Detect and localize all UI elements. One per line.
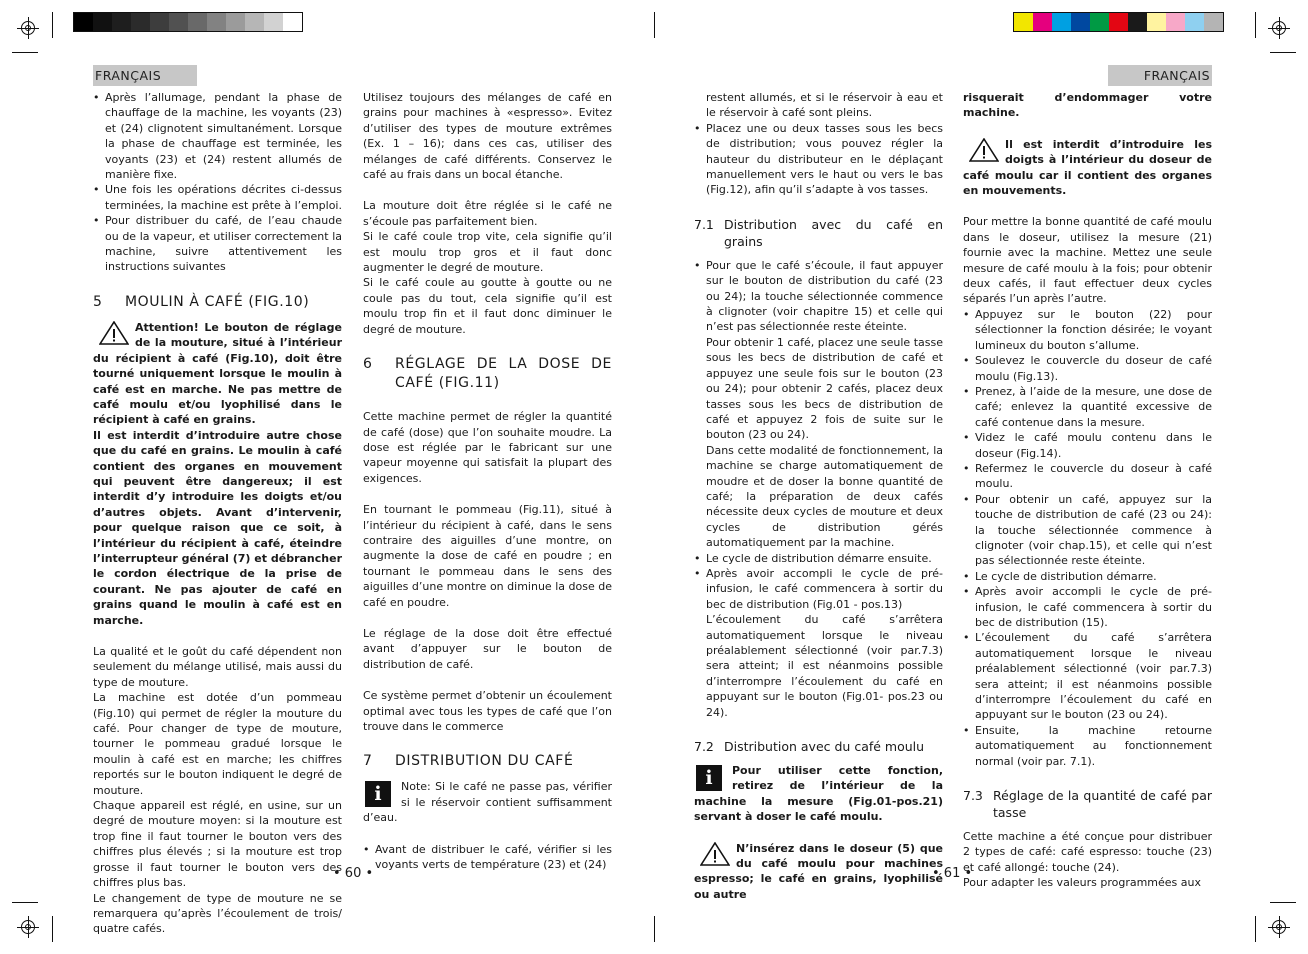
crop-mark — [52, 12, 53, 38]
paragraph: La qualité et le goût du café dépendent non seulement du mélange utilisé, mais aussi du type de mouture. — [93, 645, 342, 689]
paragraph: Pour mettre la bonne quantité de café moulu dans le doseur, utilisez la mesure (21) fournie avec la machine. Mettez une seule mesure de café moulu à la fois; pour obtenir deux cafés, il faut effectuer deux cycles séparés l’un après l’autre. — [963, 215, 1212, 306]
color-swatch — [264, 13, 283, 31]
color-swatch — [226, 13, 245, 31]
warning-text: N’insérez dans le doseur (5) que du café moulu pour machines espresso; le café en grains, lyophilisé ou autre — [694, 841, 943, 901]
paragraph: Cette machine a été conçue pour distribuer 2 types de café: café espresso: touche (23) et café allongé: touche (24). — [963, 830, 1212, 874]
warning-text: Attention! Le bouton de réglage de la mouture, situé à l’intérieur du récipient à café (Fig.10), doit être tourné uniquement lorsque le moulin à café est en marche. Ne pas mettre de café moulu et/ou lyophilisé dans le récipient à café en grains. — [93, 320, 342, 427]
section-number: 7.3 — [963, 788, 983, 804]
list-item: • Videz le café moulu contenu dans le doseur (Fig.14). — [963, 430, 1212, 461]
color-swatch — [1185, 13, 1204, 31]
registration-mark-bottom-left — [17, 916, 39, 938]
color-swatch — [131, 13, 150, 31]
section-title: DISTRIBUTION DU CAFÉ — [395, 753, 574, 770]
cup-bullet-list — [694, 121, 943, 198]
section-title: RÉGLAGE DE LA DOSE DE CAFÉ (FIG.11) — [395, 356, 612, 392]
color-swatch — [1071, 13, 1090, 31]
fold-mark — [654, 916, 655, 942]
list-item: • Placez une ou deux tasses sous les becs de distribution; vous pouvez régler la hauteur du distributeur en le déplaçant manuellement vers le haut ou vers le bas (Fig.12), afin qu’il s’adapte à vos tasses. — [694, 121, 943, 198]
list-item: • Appuyez sur le bouton (22) pour sélectionner la fonction désirée; le voyant lumineux du bouton s’allume. — [963, 307, 1212, 353]
paragraph: La machine est dotée d’un pommeau (Fig.10) qui permet de régler la mouture du café. Pour changer de type de mouture, tourner le pommeau gradué lorsque le moulin à café est en marche; les chiffres reportés sur le bouton indiquent le degré de mouture. — [93, 691, 342, 797]
registration-mark-bottom-right — [1268, 916, 1290, 938]
fold-mark — [654, 12, 655, 38]
crop-mark — [1270, 52, 1296, 53]
list-item: • Le cycle de distribution démarre ensuite. — [694, 551, 943, 566]
color-swatch — [93, 13, 112, 31]
color-swatch — [1052, 13, 1071, 31]
color-swatch — [283, 13, 302, 31]
info-note-block — [363, 779, 612, 825]
crop-mark — [12, 902, 38, 903]
column-1 — [93, 90, 342, 937]
info-icon: i — [696, 765, 722, 791]
paragraph: L’écoulement du café s’arrêtera automatiquement lorsque le niveau préalablement sélectionné (voir par.7.3) sera atteint; il est néanmoins possible d’interrompre l’écoulement du café en appuyant sur le bouton (Fig.01- pos.23 ou 24). — [706, 613, 943, 719]
section-title: MOULIN À CAFÉ (FIG.10) — [125, 293, 310, 310]
subsection-heading-7-2 — [694, 738, 943, 755]
paragraph: Pour obtenir 1 café, placez une seule tasse sous les becs de distribution de café et appuyez une seule fois sur le bouton (23 ou 24); pour obtenir 2 cafés, placez deux tasses sous les becs de distribution de café et appuyez 2 fois de suite sur le bouton (23 ou 24). — [706, 335, 943, 442]
list-item: • Prenez, à l’aide de la mesure, une dose de café; enlevez la quantité excessive de café contenue dans la mesure. — [963, 384, 1212, 430]
subsection-heading-7-3 — [963, 787, 1212, 821]
list-item: • Avant de distribuer le café, vérifier si les voyants verts de température (23) et (24) — [363, 842, 612, 873]
paragraph: Chaque appareil est réglé, en usine, sur un degré de mouture moyen: si la mouture est trop fine il faut tourner le bouton vers des chiffres plus élevés ; si la mouture est trop grosse il faut tourner le bouton vers des chiffres plus bas. — [93, 799, 342, 890]
info-icon: i — [365, 781, 391, 807]
warning-triangle-icon — [969, 138, 999, 162]
warning-triangle-icon — [700, 842, 730, 866]
paragraph: Si le café coule au goutte à goutte ou ne coule pas du tout, cela signifie qu’il est moulu trop fin et il faut donc diminuer le degré de mouture. — [363, 276, 612, 336]
color-swatch — [1033, 13, 1052, 31]
section-heading-6 — [363, 355, 612, 393]
page-number-right: • 61 • — [932, 866, 973, 881]
section-number: 7 — [363, 753, 373, 770]
color-swatch — [169, 13, 188, 31]
section-number: 7.1 — [694, 216, 714, 232]
section-heading-7 — [363, 752, 612, 771]
color-swatch — [1109, 13, 1128, 31]
registration-mark-top-left — [17, 17, 39, 39]
crop-mark — [1255, 916, 1256, 942]
list-item-text: Pour que le café s’écoule, il faut appuyer sur le bouton de distribution du café (23 ou 24); la touche sélectionnée commence à clignoter (voir chapitre 15) et celle qui n’est pas sélectionnée reste éteinte. — [706, 258, 943, 334]
note-text: Note: Si le café ne passe pas, vérifier si le réservoir contient suffisamment d’eau. — [363, 780, 612, 825]
section-number: 5 — [93, 293, 103, 310]
color-swatch — [112, 13, 131, 31]
ground-coffee-steps-list — [963, 307, 1212, 769]
color-swatch — [1147, 13, 1166, 31]
color-swatch — [1128, 13, 1147, 31]
list-item: • Le cycle de distribution démarre. — [963, 569, 1212, 584]
crop-mark — [52, 916, 53, 942]
note-text: Pour utiliser cette fonction, retirez de l’intérieur de la machine la mesure (Fig.01-pos.21) servant à doser le café moulu. — [694, 764, 943, 824]
registration-mark-top-right — [1268, 17, 1290, 39]
section-title: Réglage de la quantité de café par tasse — [993, 788, 1212, 821]
column-2 — [363, 90, 612, 872]
list-item: • Après l’allumage, pendant la phase de chauffage de la machine, les voyants (23) et (24) clignotent simultanément. Lorsque la phase de chauffage est terminée, les voyants (23) et (24) restent allumés de manière fixe. — [93, 90, 342, 182]
bean-distribution-list-cont — [694, 551, 943, 613]
warning-text: Il est interdit d’introduire les doigts à l’intérieur du doseur de café moulu car il contient des organes en mouvements. — [963, 137, 1212, 198]
section-heading-5 — [93, 293, 342, 312]
section-title: Distribution avec du café en grains — [724, 216, 943, 249]
grayscale-swatch-strip — [73, 12, 303, 32]
bean-distribution-list — [694, 258, 943, 335]
list-item: • Après avoir accompli le cycle de pré-infusion, le café commencera à sortir du bec de distribution (15). — [963, 584, 1212, 630]
color-swatch — [1014, 13, 1033, 31]
list-item — [694, 258, 943, 335]
section-number: 7.2 — [694, 739, 714, 755]
list-item: • Refermez le couvercle du doseur à café moulu. — [963, 461, 1212, 492]
paragraph: Pour adapter les valeurs programmées aux — [963, 876, 1202, 890]
color-swatch — [1204, 13, 1223, 31]
section-title: Distribution avec du café moulu — [724, 739, 925, 755]
subsection-heading-7-1 — [694, 216, 943, 250]
color-swatch — [1166, 13, 1185, 31]
warning-block — [963, 137, 1212, 199]
color-swatch — [1090, 13, 1109, 31]
list-item: • Ensuite, la machine retourne automatiquement au fonctionnement normal (voir par. 7.1). — [963, 723, 1212, 769]
paragraph: Utilisez toujours des mélanges de café en grains pour machines à «espresso». Evitez d’utiliser des types de mouture extrêmes (Ex. 1 – 16); dans ces cas, utiliser des mélanges de café différents. Conservez le café au frais dans un bocal étanche. — [363, 91, 612, 182]
language-tab-right: FRANÇAIS — [1108, 65, 1212, 86]
page-number-left: • 60 • — [333, 866, 374, 881]
paragraph: Le changement de type de mouture ne se remarquera qu’après l’écoulement de trois/ quatre cafés. — [93, 891, 342, 936]
distribution-bullet-list — [363, 842, 612, 873]
color-swatch — [74, 13, 93, 31]
color-swatch — [245, 13, 264, 31]
list-item: • L’écoulement du café s’arrêtera automatiquement lorsque le niveau préalablement sélectionné (voir par.7.3) sera atteint; il est néanmoins possible d’interrompre l’écoulement du café en appuyant sur le bouton (23 ou 24). — [963, 630, 1212, 722]
paragraph: restent allumés, et si le réservoir à eau et le réservoir à café sont pleins. — [706, 91, 943, 120]
list-item: • Après avoir accompli le cycle de pré-infusion, le café commencera à sortir du bec de distribution (Fig.01 - pos.13) — [694, 566, 943, 612]
color-swatch — [150, 13, 169, 31]
color-swatch — [207, 13, 226, 31]
paragraph: Le réglage de la dose doit être effectué avant d’appuyer sur le bouton de distribution de café. — [363, 626, 612, 671]
column-3 — [694, 90, 943, 902]
language-tab-left: FRANÇAIS — [93, 65, 197, 86]
color-swatch-strip — [1013, 12, 1224, 32]
paragraph: Dans cette modalité de fonctionnement, la machine se charge automatiquement de moudre et de doser la bonne quantité de café; la préparation de deux cafés nécessite deux cycles de mouture et deux cycles de distribution gérés automatiquement par la machine. — [706, 443, 943, 550]
crop-mark — [12, 52, 38, 53]
color-swatch — [188, 13, 207, 31]
list-item: • Soulevez le couvercle du doseur de café moulu (Fig.13). — [963, 353, 1212, 384]
warning-block — [93, 320, 342, 628]
info-note-block — [694, 763, 943, 825]
startup-bullet-list — [93, 90, 342, 275]
paragraph: En tournant le pommeau (Fig.11), situé à l’intérieur du récipient à café, dans le sens contraire des aiguilles d’une montre, on augmente la dose de café en poudre ; en tournant le pommeau dans le sens des aiguilles d’une montre on diminue la dose de café en poudre. — [363, 503, 612, 609]
paragraph: La mouture doit être réglée si le café ne s’écoule pas parfaitement bien. — [363, 199, 612, 228]
list-item: • Pour distribuer du café, de l’eau chaude ou de la vapeur, et utiliser correctement la machine, suivre attentivement les instructions suivantes — [93, 213, 342, 275]
warning-triangle-icon — [99, 321, 129, 345]
crop-mark — [1255, 12, 1256, 38]
paragraph: Ce système permet d’obtenir un écoulement optimal avec tous les types de café que l’on trouve dans le commerce — [363, 689, 612, 733]
paragraph: risquerait d’endommager votre machine. — [963, 91, 1212, 120]
list-item: • Pour obtenir un café, appuyez sur la touche de distribution de café (23 ou 24): la touche sélectionnée commence à clignoter (voir chap.15), et celle qui n’est pas sélectionnée reste éteinte. — [963, 492, 1212, 569]
paragraph: Si le café coule trop vite, cela signifie qu’il est moulu trop gros et il faut donc augmenter le degré de mouture. — [363, 230, 612, 275]
warning-block — [694, 841, 943, 903]
paragraph: Cette machine permet de régler la quantité de café (dose) que l’on souhaite moudre. La dose est réglée par le fabricant sur une vapeur moyenne qui satisfait la plupart des exigences. — [363, 410, 612, 485]
column-4 — [963, 90, 1212, 891]
section-number: 6 — [363, 356, 373, 373]
crop-mark — [1270, 902, 1296, 903]
list-item: • Une fois les opérations décrites ci-dessus terminées, la machine est prête à l’emploi. — [93, 182, 342, 213]
warning-text: Il est interdit d’introduire autre chose que du café en grains. Le moulin à café contient des organes en mouvement qui peuvent être dangereux; il est interdit d’y introduire les doigts et/ou d’autres objets. Avant d’intervenir, pour quelque raison que ce soit, à l’intérieur du récipient à café, éteindre l’interrupteur général (7) et débrancher le cordon électrique de la prise de courant. Ne pas ajouter de café en grains quand le moulin à café est en marche. — [93, 428, 342, 627]
